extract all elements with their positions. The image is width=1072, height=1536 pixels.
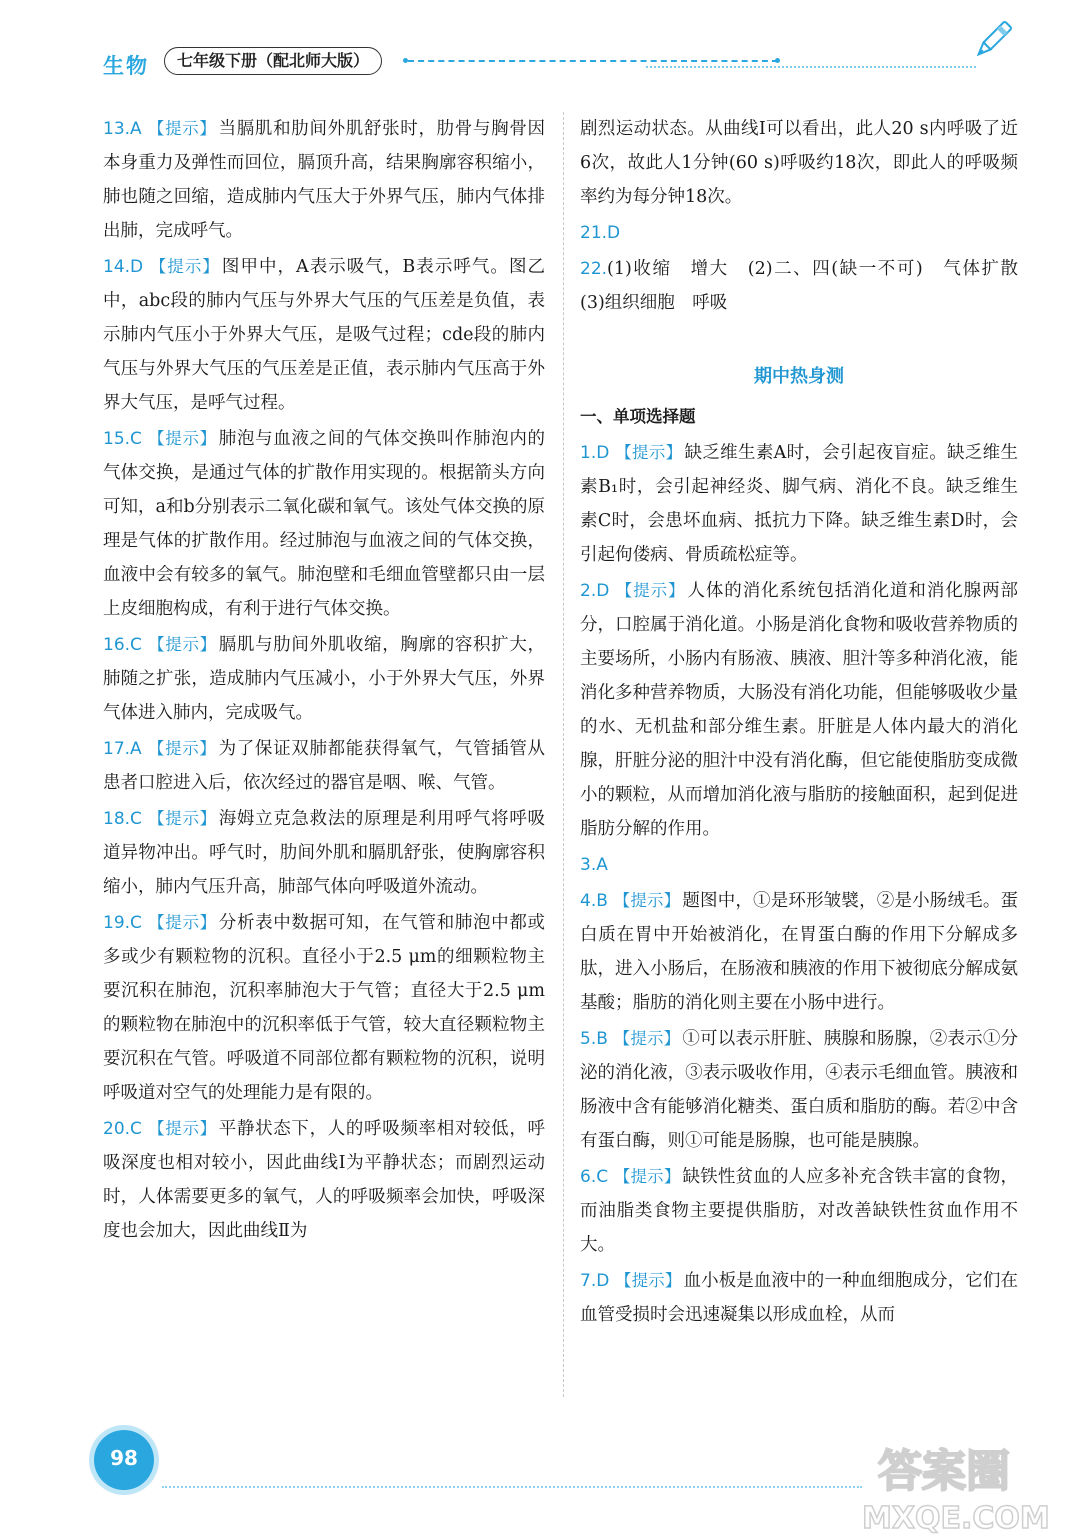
answer-item xyxy=(580,884,1018,1020)
answer-text: 人体的消化系统包括消化道和消化腺两部分，口腔属于消化道。小肠是消化食物和吸收营养物质的主要场所，小肠内有肠液、胰液、胆汁等多种消化液，能消化多种营养物质，大肠没有消化功能，但能够吸收少量的水、无机盐和部分维生素。肝脏是人体内最大的消化腺，肝脏分泌的胆汁中没有消化酶，但它能使脂肪变成微小的颗粒，从而增加消化液与脂肪的接触面积，起到促进脂肪分解的作用。 xyxy=(580,581,1018,839)
header-dot xyxy=(775,58,780,63)
answer-text: 平静状态下，人的呼吸频率相对较低，呼吸深度也相对较小，因此曲线Ⅰ为平静状态；而剧烈运动时，人体需要更多的氧气，人的呼吸频率会加快，呼吸深度也会加大，因此曲线Ⅱ为 xyxy=(103,1119,545,1241)
hint-label: 【提示】 xyxy=(613,891,681,910)
hint-label: 【提示】 xyxy=(148,1119,217,1138)
answer-item xyxy=(103,422,545,626)
answer-number: 2.D xyxy=(580,581,610,601)
answer-item xyxy=(103,1112,545,1248)
answer-item xyxy=(580,1160,1018,1262)
answer-text: 血小板是血液中的一种血细胞成分，它们在血管受损时会迅速凝集以形成血栓，从而 xyxy=(580,1271,1019,1325)
page-header xyxy=(0,0,1072,90)
answer-number: 18.C xyxy=(103,809,142,829)
watermark-logo xyxy=(838,1432,1068,1536)
answer-text: 膈肌与肋间外肌收缩，胸廓的容积扩大，肺随之扩张，造成肺内气压减小，小于外界大气压，外界气体进入肺内，完成吸气。 xyxy=(103,635,545,723)
answer-number: 19.C xyxy=(103,913,142,933)
answer-number: 13.A xyxy=(103,119,142,139)
answer-text: 当膈肌和肋间外肌舒张时，肋骨与胸骨因本身重力及弹性而回位，膈顶升高，结果胸廓容积缩小，肺也随之回缩，造成肺内气压大于外界气压，肺内气体排出肺，完成呼气。 xyxy=(103,119,545,241)
answer-number: 17.A xyxy=(103,739,142,759)
hint-label: 【提示】 xyxy=(149,257,220,276)
answer-text: ①可以表示肝脏、胰腺和肠腺，②表示①分泌的消化液，③表示吸收作用，④表示毛细血管。胰液和肠液中含有能够消化糖类、蛋白质和脂肪的酶。若②中含有蛋白酶，则①可能是肠腺，也可能是胰腺。 xyxy=(580,1029,1018,1151)
right-column xyxy=(580,112,1036,1334)
header-dot xyxy=(403,58,408,63)
footer-dotted-line xyxy=(162,1486,862,1488)
answer-text: 题图中，①是环形皱襞，②是小肠绒毛。蛋白质在胃中开始被消化，在胃蛋白酶的作用下分解成多肽，进入小肠后，在肠液和胰液的作用下被彻底分解成氨基酸；脂肪的消化则主要在小肠中进行。 xyxy=(580,891,1018,1013)
pen-icon xyxy=(970,18,1014,64)
answer-item xyxy=(103,906,545,1110)
answer-item xyxy=(580,252,1036,320)
hint-label: 【提示】 xyxy=(147,119,217,138)
answer-number: 20.C xyxy=(103,1119,142,1139)
answer-text: 海姆立克急救法的原理是利用呼气将呼吸道异物冲出。呼气时，肋间外肌和膈肌舒张，使胸廓容积缩小，肺内气压升高，肺部气体向呼吸道外流动。 xyxy=(103,809,545,897)
hint-label: 【提示】 xyxy=(613,1167,681,1186)
answer-text: 缺乏维生素A时，会引起夜盲症。缺乏维生素B₁时，会引起神经炎、脚气病、消化不良。缺乏维生素C时，会患坏血病、抵抗力下降。缺乏维生素D时，会引起佝偻病、骨质疏松症等。 xyxy=(580,443,1018,565)
page-number: 98 xyxy=(110,1446,138,1470)
answer-number: 7.D xyxy=(580,1271,610,1291)
column-divider xyxy=(563,112,564,1397)
answer-number: 16.C xyxy=(103,635,142,655)
watermark-url: MXQE.COM xyxy=(862,1501,1050,1536)
answer-number: 6.C xyxy=(580,1167,609,1187)
answer-text: 分析表中数据可知，在气管和肺泡中都或多或少有颗粒物的沉积。直径小于2.5 μm的细颗粒物主要沉积在肺泡，沉积率肺泡大于气管；直径大于2.5 μm的颗粒物在肺泡中的沉积率低于气管，较大直径颗粒物主要沉积在气管。呼吸道不同部位都有颗粒物的沉积，说明呼吸道对空气的处理能力是有限的。 xyxy=(103,913,545,1103)
answer-item xyxy=(103,802,545,904)
answer-item xyxy=(580,112,1018,214)
hint-label: 【提示】 xyxy=(148,809,217,828)
answer-item xyxy=(103,628,545,730)
answer-text: 为了保证双肺都能获得氧气，气管插管从患者口腔进入后，依次经过的器官是咽、喉、气管。 xyxy=(103,739,545,793)
answer-item xyxy=(580,1264,1018,1332)
answer-text: 剧烈运动状态。从曲线Ⅰ可以看出，此人20 s内呼吸了近6次，故此人1分钟(60 s)呼吸约18次，即此人的呼吸频率约为每分钟18次。 xyxy=(580,119,1018,207)
answer-number: 3.A xyxy=(580,855,608,875)
answer-item xyxy=(580,436,1018,572)
answer-item xyxy=(580,1022,1018,1158)
answer-number: 22. xyxy=(580,259,608,279)
answer-text: 肺泡与血液之间的气体交换叫作肺泡内的气体交换，是通过气体的扩散作用实现的。根据箭头方向可知，a和b分别表示二氧化碳和氧气。该处气体交换的原理是气体的扩散作用。经过肺泡与血液之间的气体交换，血液中会有较多的氧气。肺泡壁和毛细血管壁都只由一层上皮细胞构成，有利于进行气体交换。 xyxy=(103,429,545,619)
answer-item xyxy=(103,112,545,248)
section-title: 期中热身测 xyxy=(754,366,844,387)
hint-label: 【提示】 xyxy=(148,635,217,654)
answer-item xyxy=(103,732,545,800)
left-column xyxy=(103,112,545,1250)
section-subheading: 一、单项选择题 xyxy=(580,407,696,426)
hint-label: 【提示】 xyxy=(613,1029,681,1048)
subject-label: 生物 xyxy=(103,54,149,78)
hint-label: 【提示】 xyxy=(148,913,217,932)
hint-label: 【提示】 xyxy=(615,443,683,462)
answer-number: 14.D xyxy=(103,257,144,277)
answer-number: 21.D xyxy=(580,223,621,243)
hint-label: 【提示】 xyxy=(147,739,217,758)
answer-number: 5.B xyxy=(580,1029,608,1049)
hint-label: 【提示】 xyxy=(615,581,686,600)
answer-item xyxy=(103,250,545,420)
answer-item xyxy=(580,848,1018,882)
answer-number: 15.C xyxy=(103,429,142,449)
header-divider xyxy=(408,60,778,62)
answer-item xyxy=(580,574,1018,846)
answer-text: (1)收缩 增大 (2)二、四(缺一不可) 气体扩散 (3)组织细胞 呼吸 xyxy=(580,259,1036,313)
answer-number: 1.D xyxy=(580,443,610,463)
answer-text: 图甲中，A表示吸气，B表示呼气。图乙中，abc段的肺内气压与外界大气压的气压差是负值，表示肺内气压小于外界大气压，是吸气过程；cde段的肺内气压与外界大气压的气压差是正值，表示肺内气压高于外界大气压，是呼气过程。 xyxy=(103,257,546,413)
hint-label: 【提示】 xyxy=(615,1271,682,1290)
watermark-title: 答案圈 xyxy=(878,1446,1010,1497)
answer-text: 缺铁性贫血的人应多补充含铁丰富的食物，而油脂类食物主要提供脂肪，对改善缺铁性贫血作用不大。 xyxy=(580,1167,1018,1255)
answer-item xyxy=(580,216,1018,250)
header-dotted-line xyxy=(646,66,976,68)
grade-label: 七年级下册（配北师大版） xyxy=(164,47,382,75)
hint-label: 【提示】 xyxy=(148,429,217,448)
answer-number: 4.B xyxy=(580,891,608,911)
